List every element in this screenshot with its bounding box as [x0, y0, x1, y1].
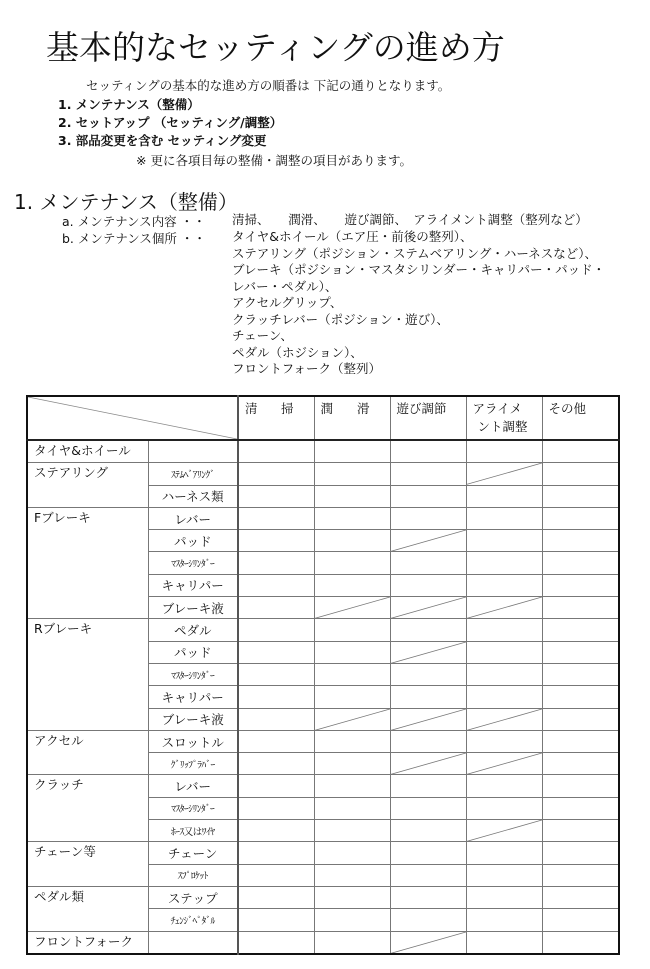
check-cell[interactable]	[466, 530, 542, 552]
check-cell[interactable]	[542, 530, 619, 552]
item-cell: レバー	[148, 507, 238, 529]
category-cell: アクセル	[27, 730, 148, 775]
check-cell[interactable]	[314, 775, 390, 797]
check-cell[interactable]	[238, 931, 314, 954]
table-row	[27, 886, 619, 908]
section-title: 1. メンテナンス（整備）	[14, 190, 238, 214]
check-cell[interactable]	[314, 663, 390, 685]
location-line: フロントフォーク（整列）	[232, 361, 382, 376]
check-cell[interactable]	[238, 864, 314, 886]
check-cell[interactable]	[238, 686, 314, 708]
table-row	[27, 931, 619, 954]
item-cell: ｽﾌﾟﾛｹｯﾄ	[148, 864, 238, 886]
slash-icon	[467, 597, 542, 618]
column-header-label: その他	[548, 401, 587, 416]
check-cell[interactable]	[542, 797, 619, 819]
item-cell: ﾏｽﾀｰｼﾘﾝﾀﾞｰ	[148, 663, 238, 685]
check-cell[interactable]	[238, 463, 314, 485]
check-cell[interactable]	[314, 909, 390, 931]
check-cell[interactable]	[238, 530, 314, 552]
item-cell: ﾎｰｽ又はﾜｲﾔ	[148, 820, 238, 842]
check-cell[interactable]	[314, 753, 390, 775]
check-cell[interactable]	[466, 686, 542, 708]
check-cell[interactable]	[542, 931, 619, 954]
check-cell[interactable]	[390, 886, 466, 908]
slash-icon	[467, 820, 542, 841]
location-line: クラッチレバー（ポジション・遊び）、	[232, 311, 449, 327]
item-cell: ﾏｽﾀｰｼﾘﾝﾀﾞｰ	[148, 552, 238, 574]
check-cell[interactable]	[238, 775, 314, 797]
slash-icon	[391, 753, 466, 774]
step-item: 3. 部品変更を含む セッティング変更	[58, 133, 267, 148]
check-cell[interactable]	[466, 886, 542, 908]
slash-icon	[391, 530, 466, 551]
item-cell: ﾏｽﾀｰｼﾘﾝﾀﾞｰ	[148, 797, 238, 819]
check-cell[interactable]	[542, 730, 619, 752]
location-list	[232, 229, 605, 378]
item-cell: ハーネス類	[148, 485, 238, 507]
check-cell[interactable]	[542, 820, 619, 842]
check-cell[interactable]	[314, 641, 390, 663]
check-cell[interactable]	[390, 641, 466, 663]
check-cell[interactable]	[238, 507, 314, 529]
check-cell[interactable]	[238, 797, 314, 819]
column-header-label: 滑	[356, 401, 370, 416]
check-cell[interactable]	[238, 597, 314, 619]
check-cell[interactable]	[314, 485, 390, 507]
page-title: 基本的なセッティングの進め方	[46, 28, 505, 67]
check-cell[interactable]	[466, 797, 542, 819]
corner-cell	[27, 396, 238, 440]
item-cell: スロットル	[148, 730, 238, 752]
check-cell[interactable]	[238, 886, 314, 908]
check-cell[interactable]	[390, 931, 466, 954]
column-header-label: 掃	[280, 401, 294, 416]
check-cell[interactable]	[314, 597, 390, 619]
column-header	[238, 396, 314, 440]
check-cell[interactable]	[390, 775, 466, 797]
slash-icon	[391, 642, 466, 663]
check-cell[interactable]	[390, 485, 466, 507]
check-cell[interactable]	[238, 820, 314, 842]
table-header-row	[27, 396, 619, 440]
column-header-label: アライメ	[472, 401, 523, 416]
check-cell[interactable]	[390, 530, 466, 552]
check-cell[interactable]	[466, 864, 542, 886]
slash-icon	[467, 463, 542, 484]
check-cell[interactable]	[314, 797, 390, 819]
check-cell[interactable]	[238, 552, 314, 574]
check-cell[interactable]	[466, 440, 542, 463]
item-cell: ステップ	[148, 886, 238, 908]
check-cell[interactable]	[390, 753, 466, 775]
check-cell[interactable]	[238, 619, 314, 641]
check-cell[interactable]	[466, 574, 542, 596]
check-cell[interactable]	[390, 507, 466, 529]
category-cell: Rブレーキ	[27, 619, 148, 730]
check-cell[interactable]	[390, 440, 466, 463]
check-cell[interactable]	[314, 440, 390, 463]
column-header	[466, 396, 542, 440]
check-cell[interactable]	[542, 663, 619, 685]
check-cell[interactable]	[314, 552, 390, 574]
check-cell[interactable]	[542, 864, 619, 886]
table-row	[27, 730, 619, 752]
check-cell[interactable]	[466, 597, 542, 619]
category-cell: Fブレーキ	[27, 507, 148, 618]
table-body	[27, 440, 619, 954]
check-cell[interactable]	[466, 820, 542, 842]
check-cell[interactable]	[238, 842, 314, 864]
item-cell: ｸﾞﾘｯﾌﾟﾗﾊﾞｰ	[148, 753, 238, 775]
check-cell[interactable]	[390, 463, 466, 485]
check-cell[interactable]	[542, 507, 619, 529]
check-cell[interactable]	[390, 619, 466, 641]
table-row	[27, 507, 619, 529]
check-cell[interactable]	[466, 730, 542, 752]
item-cell: キャリパー	[148, 686, 238, 708]
column-header-label: ント調整	[477, 419, 528, 434]
check-cell[interactable]	[466, 463, 542, 485]
diagonal-line-icon	[28, 397, 237, 439]
check-cell[interactable]	[314, 619, 390, 641]
item-cell: ｽﾃﾑﾍﾞｱﾘﾝｸﾞ	[148, 463, 238, 485]
check-cell[interactable]	[314, 708, 390, 730]
item-cell: ブレーキ液	[148, 708, 238, 730]
check-cell[interactable]	[238, 440, 314, 463]
check-cell[interactable]	[314, 463, 390, 485]
check-cell[interactable]	[466, 753, 542, 775]
check-cell[interactable]	[390, 797, 466, 819]
check-cell[interactable]	[238, 641, 314, 663]
check-cell[interactable]	[238, 574, 314, 596]
slash-icon	[391, 709, 466, 730]
check-cell[interactable]	[390, 663, 466, 685]
category-cell: チェーン等	[27, 842, 148, 887]
table-row	[27, 842, 619, 864]
check-cell[interactable]	[542, 440, 619, 463]
check-cell[interactable]	[466, 552, 542, 574]
check-cell[interactable]	[238, 708, 314, 730]
table-row	[27, 440, 619, 463]
location-line: ペダル（ホジション）、	[232, 344, 363, 360]
slash-icon	[467, 709, 542, 730]
check-cell[interactable]	[466, 641, 542, 663]
table-row	[27, 619, 619, 641]
check-cell[interactable]	[314, 842, 390, 864]
step-item: 2. セットアップ （セッティング/調整）	[58, 115, 283, 130]
check-cell[interactable]	[466, 931, 542, 954]
item-cell: パッド	[148, 530, 238, 552]
check-cell[interactable]	[314, 530, 390, 552]
check-cell[interactable]	[390, 597, 466, 619]
check-cell[interactable]	[314, 507, 390, 529]
item-cell: ﾁｪﾝｼﾞﾍﾟﾀﾞﾙ	[148, 909, 238, 931]
check-cell[interactable]	[542, 485, 619, 507]
slash-icon	[391, 932, 466, 953]
category-cell: フロントフォーク	[27, 931, 148, 954]
check-cell[interactable]	[390, 574, 466, 596]
check-cell[interactable]	[466, 842, 542, 864]
check-cell[interactable]	[390, 552, 466, 574]
check-cell[interactable]	[238, 753, 314, 775]
check-cell[interactable]	[390, 909, 466, 931]
column-header-label: 遊び調節	[396, 401, 447, 416]
check-cell[interactable]	[314, 686, 390, 708]
item-cell	[148, 440, 238, 463]
column-header	[314, 396, 390, 440]
table-row	[27, 775, 619, 797]
location-line: ステアリング（ポジション・ステムベアリング・ハーネスなど）、	[232, 245, 597, 261]
category-cell: ペダル類	[27, 886, 148, 931]
check-cell[interactable]	[314, 820, 390, 842]
check-cell[interactable]	[466, 507, 542, 529]
item-cell: レバー	[148, 775, 238, 797]
check-cell[interactable]	[542, 686, 619, 708]
slash-icon	[467, 753, 542, 774]
check-cell[interactable]	[466, 619, 542, 641]
check-cell[interactable]	[542, 552, 619, 574]
check-cell[interactable]	[542, 463, 619, 485]
content-value: 清掃、 潤滑、 遊び調節、 アライメント調整（整列など）	[232, 212, 588, 227]
column-header	[390, 396, 466, 440]
check-cell[interactable]	[238, 909, 314, 931]
check-cell[interactable]	[314, 931, 390, 954]
check-cell[interactable]	[466, 909, 542, 931]
check-cell[interactable]	[466, 708, 542, 730]
note-text: ※ 更に各項目毎の整備・調整の項目があります。	[136, 153, 412, 168]
check-cell[interactable]	[542, 597, 619, 619]
location-line: アクセルグリップ、	[232, 295, 343, 310]
check-cell[interactable]	[542, 909, 619, 931]
check-cell[interactable]	[390, 820, 466, 842]
slash-icon	[391, 597, 466, 618]
location-line: チェーン、	[232, 328, 293, 343]
check-cell[interactable]	[238, 730, 314, 752]
check-cell[interactable]	[314, 864, 390, 886]
location-line: ブレーキ（ポジション・マスタシリンダー・キャリパー・パッド・	[232, 262, 606, 277]
check-cell[interactable]	[314, 886, 390, 908]
check-cell[interactable]	[390, 842, 466, 864]
item-cell	[148, 931, 238, 954]
item-cell: ペダル	[148, 619, 238, 641]
check-cell[interactable]	[466, 775, 542, 797]
check-cell[interactable]	[390, 708, 466, 730]
check-cell[interactable]	[466, 485, 542, 507]
category-cell: ステアリング	[27, 463, 148, 508]
column-header-label: 清	[245, 401, 258, 416]
category-cell: タイヤ&ホイール	[27, 440, 148, 463]
location-label: b. メンテナンス個所 ・・	[62, 231, 206, 246]
check-cell[interactable]	[542, 753, 619, 775]
check-cell[interactable]	[542, 574, 619, 596]
intro-text: セッティングの基本的な進め方の順番は 下記の通りとなります。	[86, 78, 451, 93]
item-cell: パッド	[148, 641, 238, 663]
check-cell[interactable]	[466, 663, 542, 685]
check-cell[interactable]	[542, 775, 619, 797]
maintenance-table	[26, 395, 620, 955]
check-cell[interactable]	[238, 485, 314, 507]
slash-icon	[315, 709, 390, 730]
step-item: 1. メンテナンス（整備）	[58, 97, 200, 112]
check-cell[interactable]	[542, 842, 619, 864]
check-cell[interactable]	[390, 864, 466, 886]
check-cell[interactable]	[542, 641, 619, 663]
item-cell: チェーン	[148, 842, 238, 864]
check-cell[interactable]	[238, 663, 314, 685]
category-cell: クラッチ	[27, 775, 148, 842]
check-cell[interactable]	[390, 730, 466, 752]
item-cell: キャリパー	[148, 574, 238, 596]
location-line: レバー・ペダル）、	[232, 278, 338, 294]
table-row	[27, 463, 619, 485]
item-cell: ブレーキ液	[148, 597, 238, 619]
steps-list	[58, 96, 282, 150]
location-line: タイヤ&ホイール（エア圧・前後の整列）、	[232, 229, 473, 244]
check-cell[interactable]	[390, 686, 466, 708]
column-header	[542, 396, 619, 440]
check-cell[interactable]	[314, 730, 390, 752]
check-cell[interactable]	[542, 619, 619, 641]
check-cell[interactable]	[314, 574, 390, 596]
column-header-label: 潤	[320, 401, 334, 416]
check-cell[interactable]	[542, 886, 619, 908]
check-cell[interactable]	[542, 708, 619, 730]
slash-icon	[315, 597, 390, 618]
content-label: a. メンテナンス内容 ・・	[62, 214, 206, 229]
